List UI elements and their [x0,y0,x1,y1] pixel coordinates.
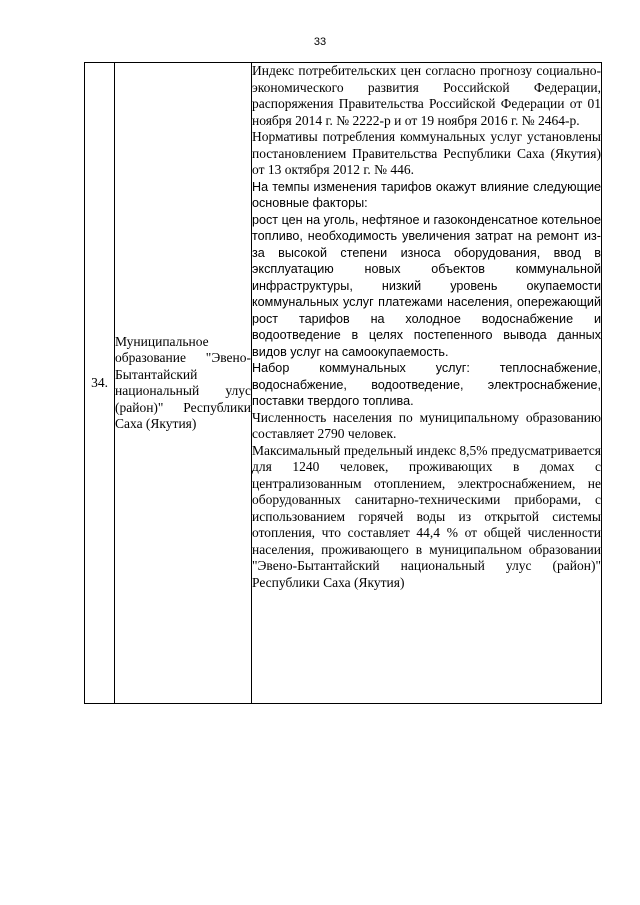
paragraph-factors-list: рост цен на уголь, нефтяное и газоконденсатное котельное топливо, необходимость увеличения затрат на ремонт из-за высокой степени износа оборудования, ввод в эксплуатацию новых объектов коммунальной инфраструктуры, низкий уровень окупаемости коммунальных услуг платежами населения, опережающий рост тарифов на холодное водоснабжение и водоотведение в целях постепенного вывода данных видов услуг на самоокупаемость. [252,212,601,359]
paragraph-population: Численность населения по муниципальному образованию составляет 2790 человек. [252,409,601,441]
tariff-table [84,62,602,704]
paragraph-price-index: Индекс потребительских цен согласно прогнозу социально-экономического развития Российской Федерации, распоряжения Правительства Российской Федерации от 01 ноября 2014 г. № 2222-р и от 19 ноября 2016 г. № 2464-р. [252,63,601,128]
paragraph-services-set: Набор коммунальных услуг: теплоснабжение, водоснабжение, водоотведение, электроснабжение, поставки твердого топлива. [252,361,601,408]
paragraph-factors-intro: На темпы изменения тарифов окажут влияние следующие основные факторы: [252,179,601,210]
municipality-name: Муниципальное образование "Эвено-Бытантайский национальный улус (район)" Республики Саха (Якутия) [115,333,251,431]
paragraph-max-index: Максимальный предельный индекс 8,5% предусматривается для 1240 человек, проживающих в домах с централизованным отоплением, электроснабжением, не оборудованных санитарно-техническими приборами, с использованием горячей воды из открытой системы отопления, что составляет 44,4 % от общей численности населения, проживающего в муниципальном образовании "Эвено-Бытантайский национальный улус (район)" Республики Саха (Якутия) [252,442,601,590]
page-number: 33 [313,36,327,48]
municipality-cell [115,63,252,704]
paragraph-consumption-norms: Нормативы потребления коммунальных услуг установлены постановлением Правительства Республики Саха (Якутия) от 13 октября 2012 г. № 446. [252,129,601,177]
row-index: 34. [85,63,115,704]
description-cell [252,63,602,704]
table-row [85,63,602,704]
